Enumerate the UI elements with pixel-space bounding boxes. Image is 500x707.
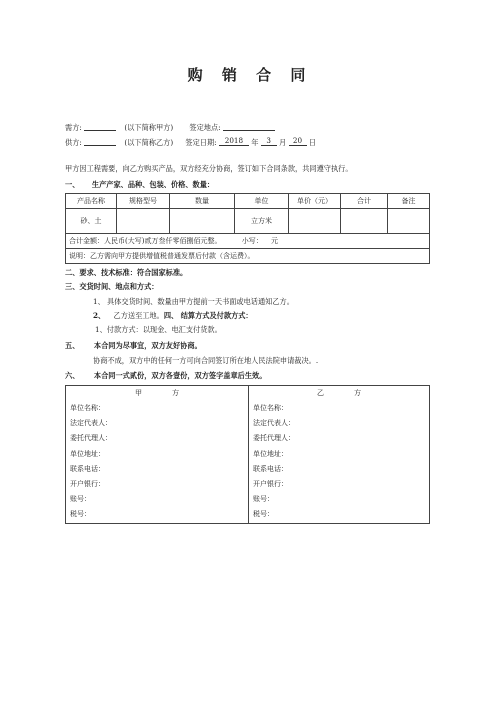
party-b-bank[interactable]: 开户银行： (253, 479, 288, 488)
total-amount-cell (66, 234, 430, 249)
goods-total-row (66, 234, 430, 249)
party-a-legal-rep[interactable]: 法定代表人： (70, 419, 112, 428)
section6-number: 六、 (65, 371, 80, 380)
cell-total[interactable] (341, 209, 388, 234)
signing-place-blank[interactable] (223, 122, 275, 131)
party-a-agent[interactable]: 委托代理人： (70, 434, 112, 443)
section1-number: 一、 (65, 180, 80, 189)
party-b-account[interactable]: 账号： (253, 495, 274, 504)
party-b-company-name[interactable]: 单位名称： (253, 404, 288, 412)
goods-table (65, 193, 430, 264)
cell-remarks[interactable] (388, 209, 430, 234)
goods-header-row (66, 194, 430, 209)
signature-table (65, 385, 430, 524)
header-unit-price: 单价（元） (289, 194, 341, 209)
party-b-address[interactable]: 单位地址： (253, 449, 288, 458)
buyer-line (65, 122, 275, 131)
buyer-note: (以下简称甲方) (124, 122, 174, 132)
place-label: 签定地点: (189, 122, 221, 132)
party-a-bank[interactable]: 开户银行： (70, 479, 105, 488)
seller-note: (以下简称乙方) (124, 137, 174, 147)
delivery-item-1: 1、 具体交货时间、数量由甲方提前一天书面或电话通知乙方。 (93, 297, 294, 306)
party-b-phone[interactable]: 联系电话： (253, 464, 288, 473)
small-amount-label: 小写： (241, 237, 263, 245)
section1-text: 生产产家、品种、包装、价格、数量： (91, 180, 215, 189)
party-a-tax-id[interactable]: 税号： (70, 510, 91, 519)
party-a-company-name[interactable]: 单位名称： (70, 404, 105, 412)
header-total: 合计 (341, 194, 388, 209)
cell-unit-price[interactable] (289, 209, 341, 234)
dispute-clause: 协商不成，双方中的任何一方可向合同签订所在地人民法院申请裁决。. (93, 356, 319, 365)
date-month[interactable]: 3 (261, 137, 277, 146)
date-day[interactable]: 20 (289, 137, 307, 146)
signature-header-row (66, 386, 430, 524)
section1-heading (65, 181, 214, 188)
seller-label: 供方: (65, 137, 82, 147)
section6-heading (65, 372, 266, 379)
cell-spec-model[interactable] (117, 209, 170, 234)
section5-heading (65, 342, 202, 349)
total-amount-text: 合计金额：人民币(大写)贰万叁仟零佰捌佰元整。 (69, 237, 222, 245)
header-product-name: 产品名称 (66, 194, 117, 209)
party-b-heading: 乙方 (317, 389, 391, 397)
section2-text: 二、要求、技术标准：符合国家标准。 (65, 268, 188, 277)
section5-number: 五、 (65, 341, 80, 350)
buyer-name-blank[interactable] (84, 122, 116, 131)
cell-product-name[interactable]: 砂、土 (66, 209, 117, 234)
item2-number: 2、 (93, 311, 106, 320)
intro-text: 甲方因工程需要，向乙方购买产品，双方经充分协商，签订如下合同条款，共同遵守执行。 (65, 164, 353, 173)
contract-title: 购 销 合 同 (187, 66, 313, 84)
party-a-address[interactable]: 单位地址： (70, 449, 105, 458)
header-quantity: 数量 (170, 194, 235, 209)
header-spec-model: 规格型号 (117, 194, 170, 209)
small-amount-unit: 元 (270, 237, 278, 245)
day-unit: 日 (308, 137, 316, 147)
party-a-phone[interactable]: 联系电话： (70, 464, 105, 473)
year-unit: 年 (251, 137, 259, 147)
date-year[interactable]: 2018 (219, 137, 249, 146)
buyer-label: 需方: (65, 122, 82, 132)
section5-text: 本合同为尽事宜，双方友好协商。 (93, 341, 202, 350)
seller-name-blank[interactable] (84, 137, 116, 146)
party-b-column (249, 386, 430, 524)
party-a-column (66, 386, 249, 524)
seller-line (65, 137, 316, 146)
header-remarks: 备注 (388, 194, 430, 209)
party-b-tax-id[interactable]: 税号： (253, 510, 274, 519)
delivery-item-2 (93, 312, 253, 319)
payment-method: 1、付款方式：以现金、电汇支付货款。 (95, 325, 222, 334)
party-a-account[interactable]: 账号： (70, 495, 91, 504)
month-unit: 月 (279, 137, 287, 147)
cell-unit[interactable]: 立方米 (235, 209, 289, 234)
invoice-note: 说明：乙方需向甲方提供增值税普通发票后付款（含运费）。 (66, 249, 430, 264)
goods-data-row (66, 209, 430, 234)
goods-note-row (66, 249, 430, 264)
party-a-heading: 甲方 (135, 389, 209, 397)
header-unit: 单位 (235, 194, 289, 209)
section4-heading: 四、 结算方式及付款方式： (163, 311, 253, 320)
section3-heading: 三、交货时间、地点和方式： (65, 282, 159, 291)
cell-quantity[interactable] (170, 209, 235, 234)
section6-text: 本合同一式贰份，双方各壹份，双方签字盖章后生效。 (93, 371, 267, 380)
party-b-legal-rep[interactable]: 法定代表人： (253, 419, 295, 428)
party-b-agent[interactable]: 委托代理人： (253, 434, 295, 443)
item2-text: 乙方送至工地。 (113, 311, 164, 320)
date-label: 签定日期: (185, 137, 217, 147)
